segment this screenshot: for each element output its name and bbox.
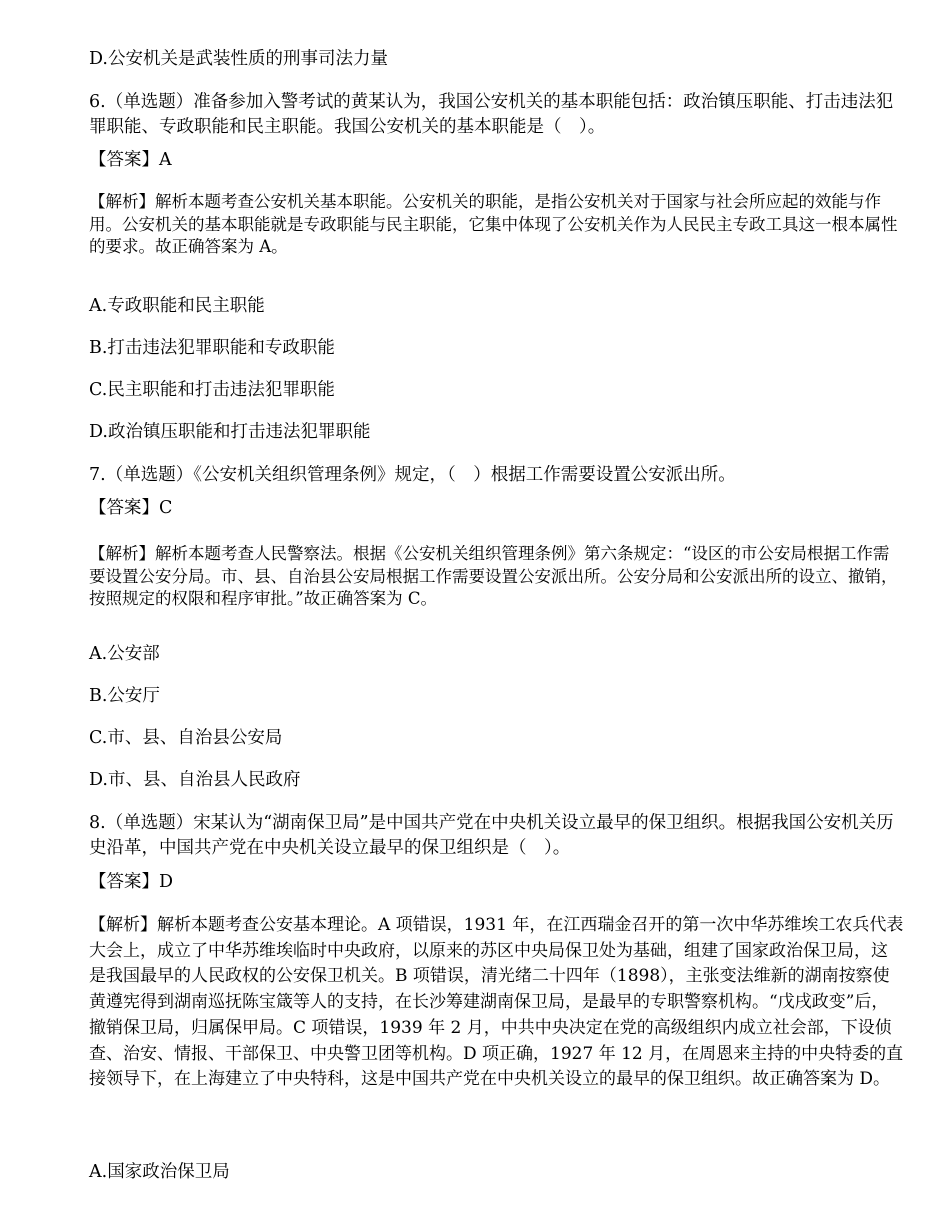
question-7-stem: 7.（单选题）《公安机关组织管理条例》规定，（ ）根据工作需要设置公安派出所。 xyxy=(89,465,736,485)
question-7-option-b: B.公安厅 xyxy=(89,686,160,706)
question-6-option-b: B.打击违法犯罪职能和专政职能 xyxy=(89,338,335,358)
question-7-option-a: A.公安部 xyxy=(89,644,160,664)
question-6-option-d: D.政治镇压职能和打击违法犯罪职能 xyxy=(89,422,371,442)
question-7-analysis: 【解析】解析本题考查人民警察法。根据《公安机关组织管理条例》第六条规定：“设区的市公安局根据工作需要设置公安分局。市、县、自治县公安局根据工作需要设置公安派出所。公安分局和公安派出所的设立、撤销，按照规定的权限和程序审批。”故正确答案为 C。 xyxy=(89,544,898,608)
question-6-stem: 6.（单选题）准备参加入警考试的黄某认为，我国公安机关的基本职能包括：政治镇压职能、打击违法犯罪职能、专政职能和民主职能。我国公安机关的基本职能是（ ）。 xyxy=(89,92,894,137)
question-7-option-c: C.市、县、自治县公安局 xyxy=(89,728,283,748)
question-6-option-a: A.专政职能和民主职能 xyxy=(89,296,265,316)
question-6-answer: 【答案】A xyxy=(89,150,172,170)
question-8-option-a: A.国家政治保卫局 xyxy=(89,1162,230,1182)
question-6-analysis: 【解析】解析本题考查公安机关基本职能。公安机关的职能，是指公安机关对于国家与社会所应起的效能与作用。公安机关的基本职能就是专政职能与民主职能，它集中体现了公安机关作为人民民主专政工具这一根本属性的要求。故正确答案为 A。 xyxy=(89,192,898,256)
question-7-option-d: D.市、县、自治县人民政府 xyxy=(89,770,301,790)
question-8-answer: 【答案】D xyxy=(89,872,174,892)
question-7-answer: 【答案】C xyxy=(89,498,173,518)
question-8-analysis: 【解析】解析本题考查公安基本理论。A 项错误，1931 年，在江西瑞金召开的第一次中华苏维埃工农兵代表大会上，成立了中华苏维埃临时中央政府，以原来的苏区中央局保卫处为基础，组建了国家政治保卫局，这是我国最早的人民政权的公安保卫机关。B 项错误，清光绪二十四年（1898），主张变法维新的湖南按察使黄遵宪得到湖南巡抚陈宝箴等人的支持，在长沙筹建湖南保卫局，是最早的专职警察机构。“戊戌政变”后，撤销保卫局，归属保甲局。C 项错误，1939 年 2 月，中共中央决定在党的高级组织内成立社会部，下设侦查、治安、情报、干部保卫、中央警卫团等机构。D 项正确，1927 年 12 月，在周恩来主持的中央特委的直接领导下，在上海建立了中央特科，这是中国共产党在中央机关设立的最早的保卫组织。故正确答案为 D。 xyxy=(89,915,904,1090)
question-8-stem: 8.（单选题）宋某认为“湖南保卫局”是中国共产党在中央机关设立最早的保卫组织。根据我国公安机关历史沿革，中国共产党在中央机关设立最早的保卫组织是（ ）。 xyxy=(89,813,894,858)
prev-question-option-d: D.公安机关是武装性质的刑事司法力量 xyxy=(89,49,388,69)
question-6-option-c: C.民主职能和打击违法犯罪职能 xyxy=(89,380,335,400)
